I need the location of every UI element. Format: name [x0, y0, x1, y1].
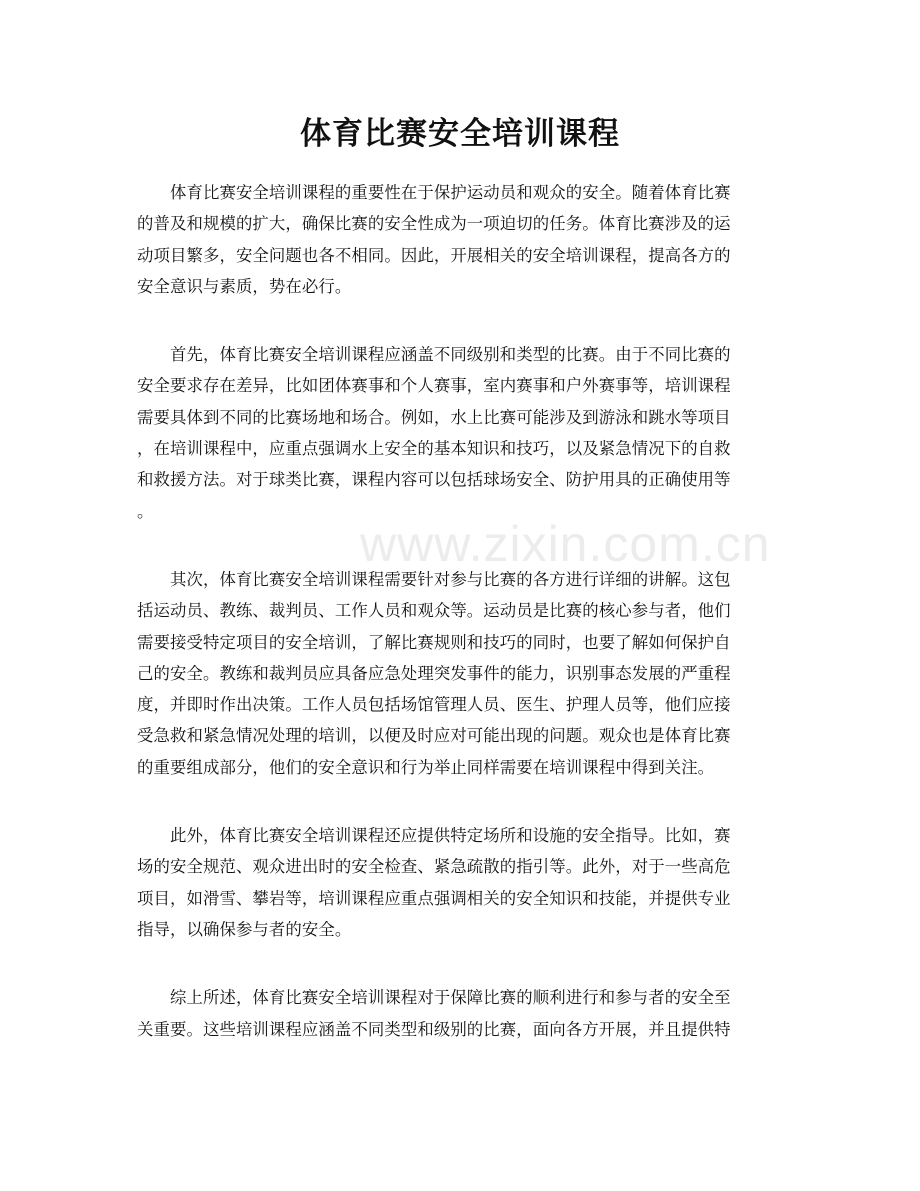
paragraph-line: ，在培训课程中，应重点强调水上安全的基本知识和技巧，以及紧急情况下的自救: [137, 439, 731, 459]
paragraph-line: 指导，以确保参与者的安全。: [137, 919, 352, 939]
paragraph: [137, 177, 797, 302]
paragraph-line: 安全要求存在差异，比如团体赛事和个人赛事，室内赛事和户外赛事等，培训课程: [137, 376, 731, 396]
paragraph-line: 首先，体育比赛安全培训课程应涵盖不同级别和类型的比赛。由于不同比赛的: [137, 345, 731, 365]
paragraph-line: 和救援方法。对于球类比赛，课程内容可以包括球场安全、防护用具的正确使用等: [137, 470, 731, 490]
paragraph-line: 场的安全规范、观众进出时的安全检查、紧急疏散的指引等。此外，对于一些高危: [137, 857, 731, 877]
paragraph-line: 需要接受特定项目的安全培训，了解比赛规则和技巧的同时，也要了解如何保护自: [137, 632, 731, 652]
paragraph-line: 的重要组成部分，他们的安全意识和行为举止同样需要在培训课程中得到关注。: [137, 757, 715, 777]
document-body: [137, 177, 797, 1082]
paragraph: [137, 564, 797, 783]
paragraph-line: 己的安全。教练和裁判员应具备应急处理突发事件的能力，识别事态发展的严重程: [137, 663, 731, 683]
paragraph-line: 综上所述，体育比赛安全培训课程对于保障比赛的顺利进行和参与者的安全至: [137, 988, 731, 1008]
paragraph-line: 括运动员、教练、裁判员、工作人员和观众等。运动员是比赛的核心参与者，他们: [137, 601, 731, 621]
paragraph-line: 此外，体育比赛安全培训课程还应提供特定场所和设施的安全指导。比如，赛: [137, 826, 731, 846]
paragraph-line: 需要具体到不同的比赛场地和场合。例如，水上比赛可能涉及到游泳和跳水等项目: [137, 407, 731, 427]
paragraph-line: 受急救和紧急情况处理的培训，以便及时应对可能出现的问题。观众也是体育比赛: [137, 726, 731, 746]
paragraph-line: 项目，如滑雪、攀岩等，培训课程应重点强调相关的安全知识和技能，并提供专业: [137, 888, 731, 908]
paragraph: [137, 339, 797, 527]
paragraph-line: 。: [137, 501, 154, 521]
document-title: 体育比赛安全培训课程: [300, 116, 620, 152]
paragraph-line: 其次，体育比赛安全培训课程需要针对参与比赛的各方进行详细的讲解。这包: [137, 569, 731, 589]
paragraph-line: 的普及和规模的扩大，确保比赛的安全性成为一项迫切的任务。体育比赛涉及的运: [137, 214, 731, 234]
watermark: www.zixin.com.cn: [360, 516, 771, 572]
paragraph-line: 安全意识与素质，势在必行。: [137, 276, 352, 296]
paragraph-line: 体育比赛安全培训课程的重要性在于保护运动员和观众的安全。随着体育比赛: [137, 183, 731, 202]
paragraph-line: 动项目繁多，安全问题也各不相同。因此，开展相关的安全培训课程，提高各方的: [137, 245, 731, 265]
paragraph: [137, 820, 797, 945]
paragraph: [137, 982, 797, 1045]
paragraph-line: 度，并即时作出决策。工作人员包括场馆管理人员、医生、护理人员等，他们应接: [137, 695, 731, 715]
paragraph-line: 关重要。这些培训课程应涵盖不同类型和级别的比赛，面向各方开展，并且提供特: [137, 1019, 731, 1039]
